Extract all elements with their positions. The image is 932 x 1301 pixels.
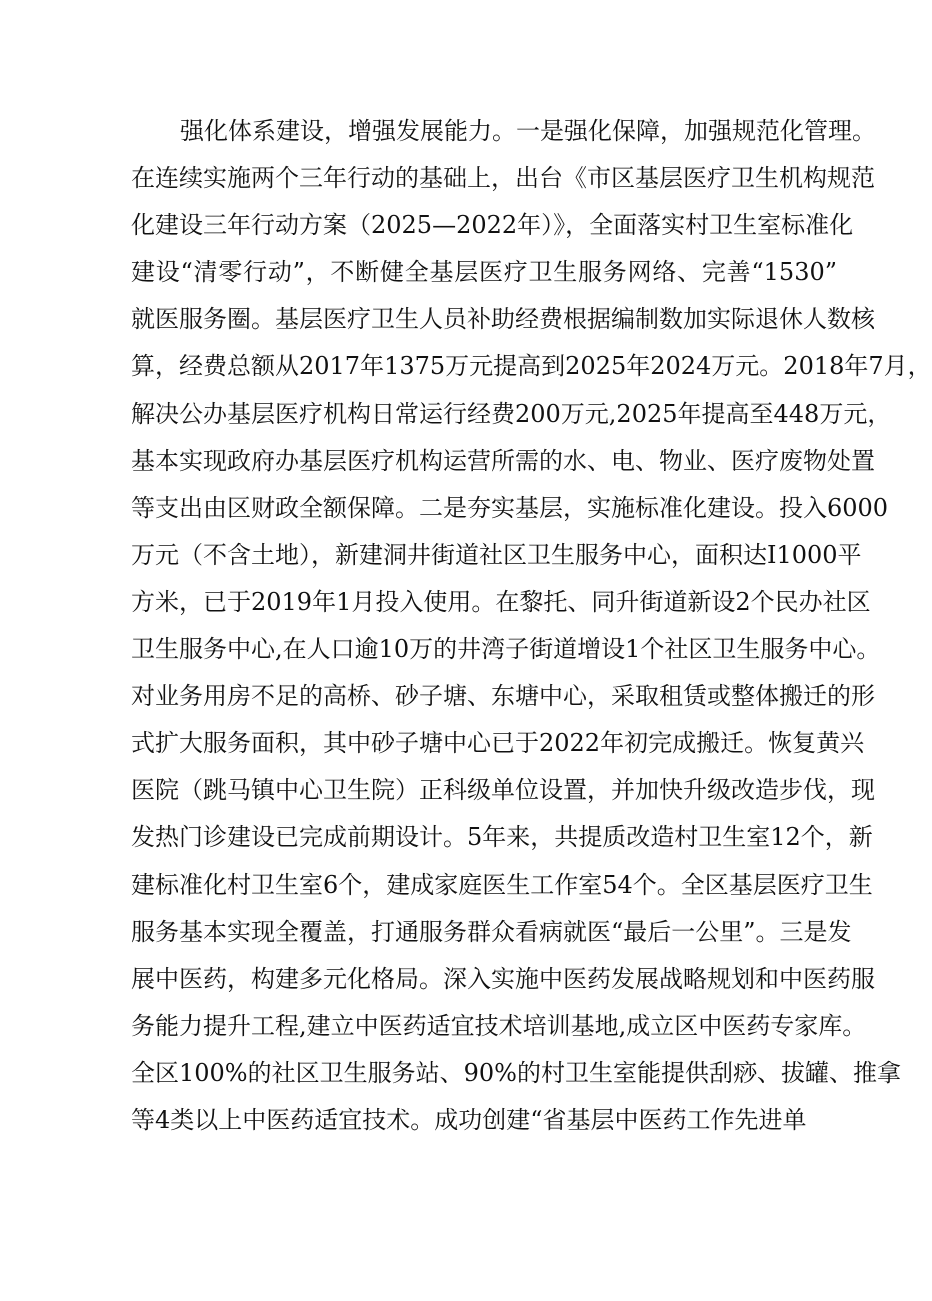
- text-line: 医院（跳马镇中心卫生院）正科级单位设置，并加快升级改造步伐，现: [131, 776, 875, 805]
- text-line: 算，经费总额从2017年1375万元提高到2025年2024万元。2018年7月，: [131, 352, 932, 381]
- text-line: 对业务用房不足的高桥、砂子塘、东塘中心，采取租赁或整体搬迁的形: [131, 682, 875, 711]
- text-line: 展中医药，构建多元化格局。深入实施中医药发展战略规划和中医药服: [131, 964, 875, 993]
- text-line: 式扩大服务面积，其中砂子塘中心已于2022年初完成搬迁。恢复黄兴: [131, 729, 865, 758]
- text-line: 全区100%的社区卫生服务站、90%的村卫生室能提供刮痧、拔罐、推拿: [131, 1058, 901, 1087]
- text-line: 建标准化村卫生室6个，建成家庭医生工作室54个。全区基层医疗卫生: [131, 870, 873, 899]
- text-line: 强化体系建设，增强发展能力。一是强化保障，加强规范化管理。: [180, 117, 876, 145]
- text-line: 万元（不含土地），新建洞井街道社区卫生服务中心，面积达I1000平: [131, 540, 862, 569]
- body-paragraph: [131, 108, 932, 1144]
- text-line: 等4类以上中医药适宜技术。成功创建“省基层中医药工作先进单: [131, 1105, 807, 1134]
- text-line: 基本实现政府办基层医疗机构运营所需的水、电、物业、医疗废物处置: [131, 446, 875, 475]
- text-line: 建设“清零行动”，不断健全基层医疗卫生服务网络、完善“1530”: [131, 258, 837, 287]
- text-line: 服务基本实现全覆盖，打通服务群众看病就医“最后一公里”。三是发: [131, 917, 852, 946]
- text-line: 就医服务圈。基层医疗卫生人员补助经费根据编制数加实际退休人数核: [131, 305, 875, 334]
- text-line: 方米，已于2019年1月投入使用。在黎托、同升街道新设2个民办社区: [131, 587, 871, 616]
- text-line: 卫生服务中心,在人口逾10万的井湾子街道增设1个社区卫生服务中心。: [131, 635, 881, 664]
- text-line: 化建设三年行动方案（2025—2022年）》，全面落实村卫生室标准化: [131, 211, 854, 240]
- text-line: 解决公办基层医疗机构日常运行经费200万元,2025年提高至448万元，: [131, 399, 892, 428]
- text-line: 务能力提升工程,建立中医药适宜技术培训基地,成立区中医药专家库。: [131, 1011, 867, 1040]
- text-line: 在连续实施两个三年行动的基础上，出台《市区基层医疗卫生机构规范: [131, 164, 875, 193]
- text-line: 发热门诊建设已完成前期设计。5年来，共提质改造村卫生室12个，新: [131, 823, 873, 852]
- text-line: 等支出由区财政全额保障。二是夯实基层，实施标准化建设。投入6000: [131, 493, 889, 522]
